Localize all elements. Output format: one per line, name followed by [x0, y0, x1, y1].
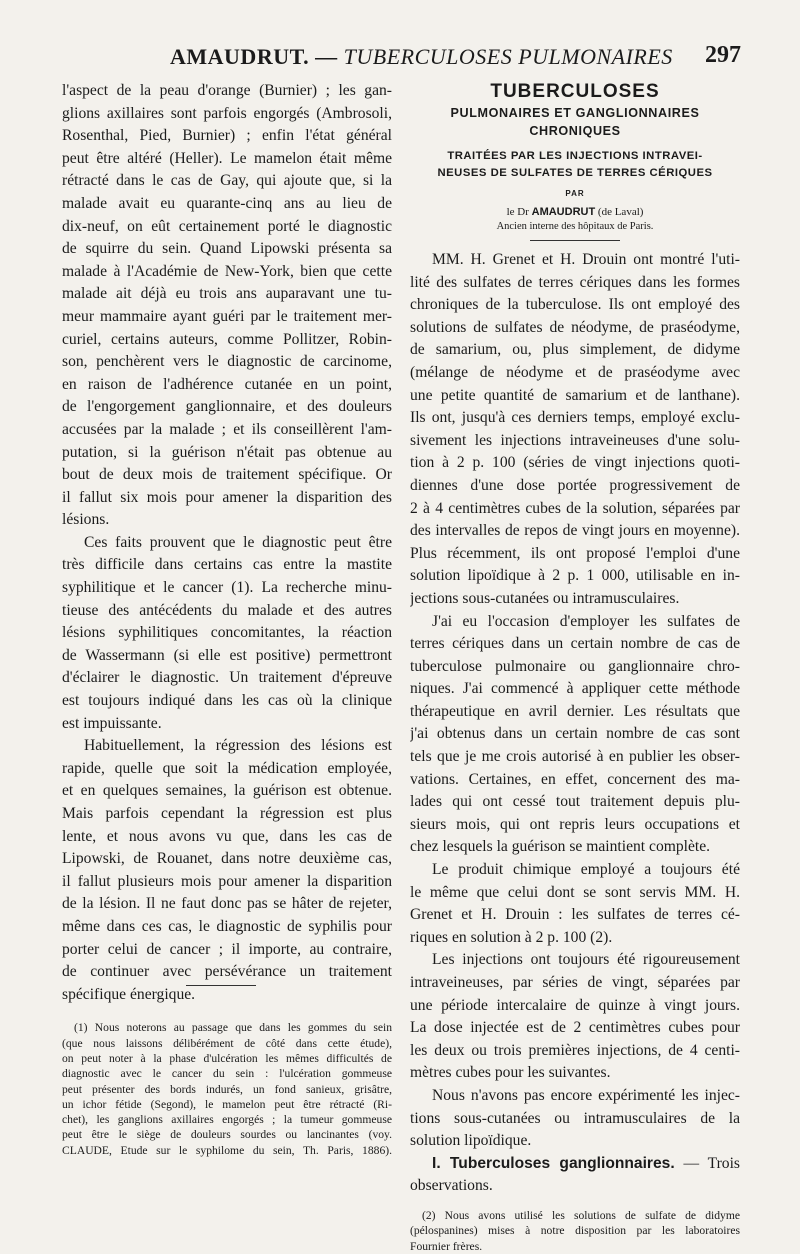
footnote-1 — [62, 1020, 392, 1158]
article-subtitle: NEUSES DE SULFATES DE TERRES CÉRIQUES — [437, 167, 713, 179]
text-line: lésions. — [62, 511, 110, 529]
text-line: rétracté dans le cas de Gay, qui ajoute que, si la — [62, 172, 392, 190]
text-line: Rosenthal, Pied, Burnier) ; enfin l'état général — [62, 127, 392, 145]
column-end-rule — [186, 985, 256, 986]
spacer — [62, 1006, 392, 1020]
text-line: il fallut six mois pour amener la disparition des — [62, 488, 392, 506]
author-line — [410, 204, 740, 220]
text-line: lité des sulfates de terres cériques dans les formes — [410, 273, 740, 291]
text-line: accusées par la malade ; et ils conseillèrent l'am- — [62, 420, 392, 438]
title-rule — [530, 240, 620, 241]
text-line: curiel, certains auteurs, comme Pollitzer, Robin- — [62, 330, 392, 348]
running-title-subject: TUBERCULOSES PULMONAIRES — [343, 44, 673, 69]
left-paragraph-2 — [62, 532, 392, 735]
text-line: observations. — [410, 1177, 493, 1195]
text-line: chez lesquels la guérison se maintient complète. — [410, 838, 711, 856]
text-line: 2 à 4 centimètres cubes de la solution, séparées par — [410, 499, 740, 517]
section-heading-rest: — Trois — [683, 1154, 740, 1172]
text-line: une petite quantité de samarium et de lanthane). — [410, 386, 740, 404]
text-line: Ces faits prouvent que le diagnostic peut être — [84, 533, 392, 551]
right-paragraph-4 — [410, 949, 740, 1085]
footnote-line: CLAUDE, Etude sur le syphilome du sein, Th. Paris, 1886). — [62, 1143, 392, 1157]
text-line: syphilitique et le cancer (1). La recherche minu- — [62, 579, 392, 597]
text-line: lente, et nous avons vu que, dans les cas de — [62, 827, 392, 845]
text-line: mètres cubes pour les suivantes. — [410, 1064, 611, 1082]
text-line: porter celui de cancer ; il importe, au contraire, — [62, 940, 392, 958]
text-line: glions axillaires sont parfois engorgés (Ambrosoli, — [62, 104, 392, 122]
text-line: est toujours indiqué dans les cas où la clinique — [62, 692, 392, 710]
text-line: malade ait déjà eu trois ans auparavant une tu- — [62, 285, 392, 303]
left-column — [62, 80, 392, 1158]
left-paragraph-1 — [62, 80, 392, 532]
section-heading-line — [410, 1153, 740, 1176]
text-line: lésions syphilitiques concomitantes, la réaction — [62, 624, 392, 642]
author-prefix: le Dr — [506, 206, 529, 218]
text-line: MM. H. Grenet et H. Drouin ont montré l'uti- — [432, 251, 740, 268]
text-line: Ils ont, jusqu'à ces derniers temps, employé exclu- — [410, 409, 740, 427]
page-number: 297 — [705, 42, 741, 68]
text-line: Lipowski, de Rouanet, dans notre deuxième cas, — [62, 850, 392, 868]
text-line: lades qui ont cessé tout traitement depuis plu- — [410, 793, 740, 811]
text-line: en raison de l'adhérence cutanée en un point, — [62, 375, 392, 393]
text-line: vations. Certaines, en effet, concernent des ma- — [410, 770, 740, 788]
text-line: meur mammaire ayant guéri par le traitement mer- — [62, 307, 392, 325]
text-line: tions sous-cutanées ou intramusculaires de la — [410, 1109, 740, 1127]
text-line: solution lipoïdique à 2 p. 1 000, utilisable en in- — [410, 567, 740, 585]
text-line: Plus récemment, ils ont proposé l'emploi d'une — [410, 544, 740, 562]
text-line: sieurs mois, qui ont repris leurs occupations et — [410, 815, 740, 833]
footnote-line: (1) Nous noterons au passage que dans les gommes du sein — [74, 1021, 392, 1035]
article-title-block — [410, 80, 740, 241]
right-paragraph-2 — [410, 611, 740, 860]
text-line: putation, si la guérison n'était pas obtenue au — [62, 443, 392, 461]
text-line: de Wassermann (si elle est positive) permettront — [62, 646, 392, 664]
text-line: diennes d'une dose portée progressivement de — [410, 476, 740, 494]
author-place: (de Laval) — [597, 206, 644, 218]
text-line: spécifique énergique. — [62, 985, 196, 1003]
text-line: tion à 2 p. 100 (séries de vingt injections quoti- — [410, 454, 740, 472]
text-line: Le produit chimique employé a toujours été — [432, 861, 740, 879]
text-line: de squirre du sein. Quand Lipowski présenta sa — [62, 240, 392, 258]
right-paragraph-3 — [410, 859, 740, 949]
text-line: bout de deux mois de traitement spécifique. Or — [62, 466, 392, 484]
footnote-line: (que nous laissons délibérément de côté dans cette étude), — [62, 1036, 392, 1050]
text-line: tels que je me crois autorisé à en publier les obser- — [410, 748, 740, 766]
text-line: de l'engorgement ganglionnaire, et des douleurs — [62, 398, 392, 416]
text-line: de samarium, ou, plus simplement, de didyme — [410, 341, 740, 359]
text-line: riques en solution à 2 p. 100 (2). — [410, 928, 613, 946]
footnote-line: Fournier frères. — [410, 1239, 483, 1253]
text-line: des intervalles de repos de vingt jours en moyenne). — [410, 522, 740, 540]
text-line: l'aspect de la peau d'orange (Burnier) ; les gan- — [62, 82, 392, 99]
text-line: jections sous-cutanées ou intramusculaires. — [410, 589, 680, 607]
text-line: Les injections ont toujours été rigoureusement — [432, 951, 740, 969]
text-line: solutions de sulfates de néodyme, de praséodyme, — [410, 318, 740, 336]
running-title-author: AMAUDRUT. — — [170, 44, 338, 69]
text-line: peut être altéré (Heller). Le mamelon était même — [62, 149, 392, 167]
text-line: de la lésion. Il ne faut donc pas se hâter de rejeter, — [62, 895, 392, 913]
footnote-line: on peut noter à la phase d'ulcération les mêmes difficultés de — [62, 1051, 392, 1065]
text-line: La dose injectée est de 2 centimètres cubes pour — [410, 1019, 740, 1037]
running-title — [170, 44, 673, 70]
author-name: AMAUDRUT — [531, 206, 596, 218]
text-line: même dans ces cas, le diagnostic de syphilis pour — [62, 917, 392, 935]
text-line: Mais parfois cependant la régression est plus — [62, 805, 392, 822]
left-paragraph-3 — [62, 735, 392, 1006]
text-line: tuberculose pulmonaire ou ganglionnaire chro- — [410, 657, 740, 675]
text-line: terres cériques dans un certain nombre de cas de — [410, 635, 740, 653]
text-line: d'éclairer le diagnostic. Un traitement d'épreuve — [62, 669, 392, 687]
text-line: thérapeutique en avril dernier. Les résultats que — [410, 702, 740, 720]
text-line: de continuer avec persévérance un traitement — [62, 963, 392, 981]
footnote-line: chet), les ganglions axillaires engorgés ; la tumeur gommeuse — [62, 1113, 392, 1127]
text-line: chroniques de la tuberculose. Ils ont employé des — [410, 296, 740, 314]
text-line: tieuse des antécédents du malade et des autres — [62, 601, 392, 619]
text-line: il fallut plusieurs mois pour amener la disparition — [62, 872, 392, 890]
author-affiliation: Ancien interne des hôpitaux de Paris. — [496, 221, 654, 232]
right-column — [410, 80, 740, 1254]
text-line: solution lipoïdique. — [410, 1132, 532, 1150]
text-line: malade avait eu quarante-cinq ans au lieu de — [62, 194, 392, 212]
text-line: très difficile dans certains cas entre la mastite — [62, 556, 392, 574]
right-paragraph-5 — [410, 1085, 740, 1153]
article-subtitle: TRAITÉES PAR LES INJECTIONS INTRAVEI- — [447, 150, 703, 162]
text-line: intraveineuses, par séries de vingt, séparées par — [410, 974, 740, 991]
par-label: PAR — [565, 189, 585, 198]
footnote-line: (pélospanines) mises à notre disposition par les laboratoires — [410, 1224, 740, 1238]
text-line: les deux ou trois premières injections, de 4 centi- — [410, 1041, 740, 1059]
text-line: Grenet et H. Drouin : les sulfates de terres cé- — [410, 906, 740, 924]
footnote-line: un ichor fétide (Segond), le mamelon peut être rétracté (Ri- — [62, 1097, 392, 1111]
article-subtitle: PULMONAIRES ET GANGLIONNAIRES — [450, 106, 700, 120]
section-heading: I. Tuberculoses ganglionnaires. — [432, 1154, 675, 1172]
text-line: le même que celui dont se sont servis MM. H. — [410, 883, 740, 901]
text-line: malade à l'Académie de New-York, bien que cette — [62, 262, 392, 280]
text-line: Habituellement, la régression des lésions est — [84, 737, 392, 755]
text-line: j'ai obtenus dans un certain nombre de cas sont — [410, 725, 740, 743]
footnote-line: (2) Nous avons utilisé les solutions de sulfate de didyme — [422, 1208, 740, 1222]
text-line: est impuissante. — [62, 714, 162, 732]
text-line: sivement les injections intraveineuses d'une solu- — [410, 431, 740, 449]
footnote-2 — [410, 1208, 740, 1254]
text-line: et en quelques semaines, la guérison est obtenue. — [62, 782, 392, 800]
text-line: J'ai eu l'occasion d'employer les sulfates de — [432, 612, 740, 630]
footnote-line: peut présenter des bords indurés, un fond sanieux, grisâtre, — [62, 1082, 392, 1096]
text-line: son, penchèrent vers le diagnostic de carcinome, — [62, 353, 392, 371]
text-line: Nous n'avons pas encore expérimenté les injec- — [432, 1086, 740, 1104]
text-line: dix-neuf, on eût certainement porté le diagnostic — [62, 217, 392, 235]
footnote-line: peut être le siège de douleurs sourdes ou lancinantes (voy. — [62, 1128, 392, 1142]
text-line: niques. J'ai commencé à appliquer cette méthode — [410, 680, 740, 698]
spacer — [410, 1198, 740, 1208]
running-head — [0, 40, 800, 80]
text-line: une période intercalaire de quinze à vingt jours. — [410, 996, 740, 1014]
text-line: (mélange de néodyme et de praséodyme avec — [410, 363, 740, 381]
article-subtitle: CHRONIQUES — [529, 124, 621, 138]
article-title: TUBERCULOSES — [490, 81, 660, 102]
right-paragraph-1 — [410, 249, 740, 611]
footnote-line: diagnostic avec le cancer du sein : l'ulcération gommeuse — [62, 1067, 392, 1081]
text-line: rapide, quelle que soit la médication employée, — [62, 759, 392, 777]
